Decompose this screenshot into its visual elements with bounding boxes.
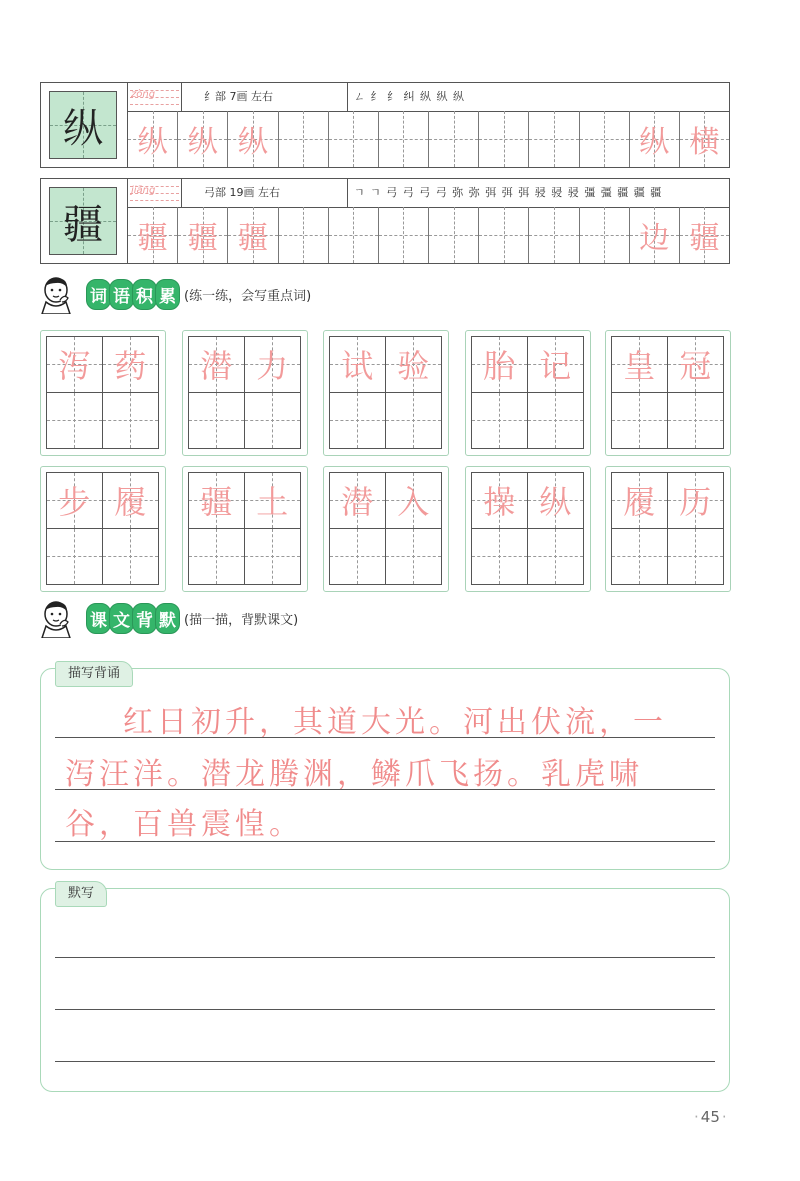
practice-cell[interactable] — [529, 111, 579, 167]
word-card[interactable]: 潜 力 — [182, 330, 308, 456]
word-card[interactable]: 胎 记 — [465, 330, 591, 456]
practice-cell[interactable] — [580, 111, 630, 167]
practice-cell[interactable]: 纵 — [128, 111, 178, 167]
section-header-recitation — [36, 598, 298, 638]
pinyin-cell — [128, 83, 182, 111]
practice-cell[interactable]: 横 — [680, 111, 729, 167]
pinyin-cell — [128, 179, 182, 207]
character-info-bar — [127, 179, 729, 208]
practice-cell[interactable] — [379, 207, 429, 263]
word-card[interactable]: 潜 入 — [323, 466, 449, 592]
model-character-box — [49, 187, 117, 255]
character-info-bar — [127, 83, 729, 112]
section-title: 课 文 背 默 — [86, 603, 178, 634]
word-card[interactable]: 试 验 — [323, 330, 449, 456]
model-character: 疆 — [63, 201, 103, 248]
practice-cell[interactable]: 纵 — [630, 111, 680, 167]
practice-cell[interactable] — [279, 207, 329, 263]
model-character: 纵 — [63, 105, 103, 152]
practice-cell[interactable] — [429, 207, 479, 263]
practice-cell[interactable] — [329, 111, 379, 167]
trace-line-1: 红日初升，其道大光。河出伏流，一 — [123, 705, 667, 740]
pinyin-text: zòng — [131, 89, 156, 100]
writing-line[interactable] — [55, 1009, 715, 1010]
character-row-jiang — [40, 178, 730, 264]
practice-cell[interactable]: 疆 — [178, 207, 228, 263]
model-character-box — [49, 91, 117, 159]
word-card[interactable]: 步 履 — [40, 466, 166, 592]
page-number: · 45 · — [692, 1108, 729, 1126]
thinking-boy-icon — [36, 274, 82, 314]
writing-line[interactable] — [55, 1061, 715, 1062]
practice-cell[interactable]: 疆 — [128, 207, 178, 263]
practice-grid — [127, 207, 729, 263]
section-title: 词 语 积 累 — [86, 279, 178, 310]
word-card[interactable]: 操 纵 — [465, 466, 591, 592]
radical-stroke-info: 纟部 7画 左右 — [182, 83, 348, 111]
practice-cell[interactable] — [329, 207, 379, 263]
trace-line-3: 谷，百兽震惶。 — [65, 807, 303, 842]
thinking-boy-icon — [36, 598, 82, 638]
practice-cell[interactable] — [429, 111, 479, 167]
stroke-order: ㄥ 纟 纟 纠 纵 纵 纵 — [354, 90, 465, 103]
practice-grid — [127, 111, 729, 167]
trace-recite-panel — [40, 668, 730, 870]
character-row-zong — [40, 82, 730, 168]
writing-line[interactable] — [55, 957, 715, 958]
practice-cell[interactable] — [529, 207, 579, 263]
practice-cell[interactable] — [479, 207, 529, 263]
practice-cell[interactable] — [279, 111, 329, 167]
radical-stroke-info: 弓部 19画 左右 — [182, 179, 348, 207]
practice-cell[interactable]: 疆 — [228, 207, 278, 263]
panel-label: 描写背诵 — [55, 661, 133, 687]
stroke-order: ㄱ ㄱ 弓 弓 弓 弓 弥 弥 弭 弭 弭 骎 骎 骎 彊 彊 疆 疆 疆 — [354, 186, 663, 199]
pinyin-text: jiāng — [131, 185, 156, 196]
word-card[interactable]: 皇 冠 — [605, 330, 731, 456]
practice-cell[interactable]: 纵 — [178, 111, 228, 167]
word-card[interactable]: 泻 药 — [40, 330, 166, 456]
section-note: (练一练，会写重点词) — [184, 288, 312, 304]
section-header-vocabulary — [36, 274, 311, 314]
panel-label: 默写 — [55, 881, 107, 907]
section-note: (描一描，背默课文) — [184, 612, 299, 628]
practice-cell[interactable]: 疆 — [680, 207, 729, 263]
word-card[interactable]: 履 历 — [605, 466, 731, 592]
practice-cell[interactable] — [479, 111, 529, 167]
practice-cell[interactable]: 边 — [630, 207, 680, 263]
practice-cell[interactable] — [379, 111, 429, 167]
dictation-panel[interactable] — [40, 888, 730, 1092]
trace-line-2: 泻汪洋。潜龙腾渊，鳞爪飞扬。乳虎啸 — [65, 757, 643, 792]
word-card[interactable]: 疆 土 — [182, 466, 308, 592]
practice-cell[interactable]: 纵 — [228, 111, 278, 167]
practice-cell[interactable] — [580, 207, 630, 263]
